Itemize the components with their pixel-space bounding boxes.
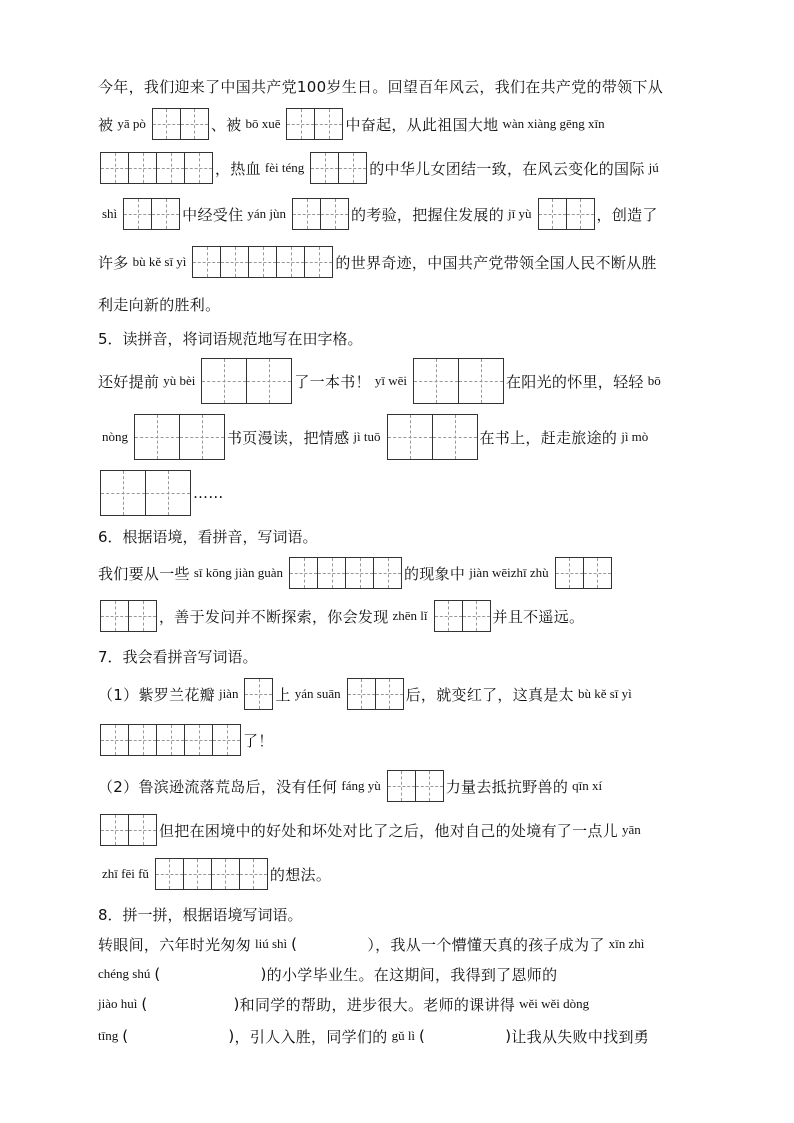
answer-grid[interactable] bbox=[347, 678, 404, 710]
q8-line3 bbox=[98, 986, 593, 1022]
pinyin: zhēn lǐ bbox=[392, 608, 428, 623]
text: ，引人入胜，同学们的 bbox=[234, 1027, 388, 1046]
tianzige-grid[interactable] bbox=[201, 358, 292, 404]
text: 中经受住 bbox=[182, 205, 244, 224]
pinyin: yī wēi bbox=[374, 373, 407, 388]
answer-paren[interactable]: ( ) bbox=[154, 965, 267, 983]
tianzige-grid[interactable] bbox=[100, 470, 191, 516]
text: 被 bbox=[98, 115, 114, 134]
text: 、被 bbox=[210, 115, 242, 134]
answer-paren[interactable]: ( ) bbox=[122, 1027, 235, 1045]
pinyin: jì mò bbox=[621, 429, 649, 444]
tianzige-grid[interactable] bbox=[413, 358, 504, 404]
q5-title bbox=[98, 320, 363, 356]
answer-grid[interactable] bbox=[123, 198, 180, 230]
pinyin: tīng bbox=[98, 1028, 119, 1043]
text: 并且不遥远。 bbox=[492, 607, 585, 626]
answer-grid[interactable] bbox=[155, 858, 268, 890]
answer-grid[interactable] bbox=[555, 557, 612, 589]
tianzige-grid[interactable] bbox=[134, 414, 225, 460]
pinyin: jiào huì bbox=[98, 996, 138, 1011]
text: 中奋起，从此祖国大地 bbox=[345, 115, 499, 134]
pinyin: zhī fēi fǔ bbox=[102, 866, 149, 881]
q8-line4 bbox=[98, 1018, 649, 1054]
question-title: 6．根据语境，看拼音，写词语。 bbox=[98, 527, 318, 546]
answer-grid[interactable] bbox=[244, 678, 273, 710]
pinyin: bù kě sī yì bbox=[132, 254, 187, 269]
pinyin: shì bbox=[102, 206, 118, 221]
q7-line5 bbox=[98, 856, 331, 892]
text: 书页漫读，把情感 bbox=[227, 428, 350, 447]
answer-grid[interactable] bbox=[100, 152, 213, 184]
pinyin: wěi wěi dòng bbox=[519, 996, 590, 1011]
pinyin: qīn xí bbox=[572, 778, 603, 793]
pinyin: jú bbox=[648, 160, 659, 175]
text: 的现象中 bbox=[404, 564, 466, 583]
text: 了！ bbox=[243, 731, 274, 750]
text: …… bbox=[193, 484, 224, 502]
text: 的世界奇迹，中国共产党带领全国人民不断从胜 bbox=[335, 253, 657, 272]
text: 的考验，把握住发展的 bbox=[351, 205, 505, 224]
text: 后，就变红了，这真是太 bbox=[405, 685, 574, 704]
pinyin: jì tuō bbox=[353, 429, 381, 444]
pinyin: jiàn wēizhī zhù bbox=[469, 565, 549, 580]
pinyin: yān bbox=[622, 822, 641, 837]
text: ，善于发问并不断探索，你会发现 bbox=[159, 607, 389, 626]
q6-title bbox=[98, 518, 318, 554]
answer-grid[interactable] bbox=[387, 770, 444, 802]
pinyin: chéng shú bbox=[98, 966, 151, 981]
q5-line3 bbox=[98, 470, 224, 516]
pinyin: bō xuē bbox=[245, 116, 281, 131]
text: 了一本书！ bbox=[294, 372, 371, 391]
answer-grid[interactable] bbox=[292, 198, 349, 230]
pinyin: yán jùn bbox=[247, 206, 287, 221]
text: 在书上，赶走旅途的 bbox=[479, 428, 618, 447]
text: 在阳光的怀里，轻轻 bbox=[506, 372, 644, 391]
text: 还好提前 bbox=[98, 372, 160, 391]
q5-line2 bbox=[98, 414, 652, 460]
text: 力量去抵抗野兽的 bbox=[445, 777, 569, 796]
pinyin: jī yù bbox=[508, 206, 532, 221]
text: 但把在困境中的好处和坏处对比了之后，他对自己的处境有了一点儿 bbox=[159, 821, 619, 840]
p4-line3 bbox=[98, 150, 663, 186]
text: ，创造了 bbox=[596, 205, 658, 224]
answer-paren[interactable]: ( ) bbox=[419, 1027, 512, 1045]
pinyin: gǔ lì bbox=[391, 1028, 416, 1043]
text: 让我从失败中找到勇 bbox=[511, 1027, 650, 1046]
answer-paren[interactable]: ( ) bbox=[141, 995, 240, 1013]
answer-grid[interactable] bbox=[100, 600, 157, 632]
text: 我们要从一些 bbox=[98, 564, 190, 583]
q6-line2 bbox=[98, 598, 584, 634]
pinyin: nòng bbox=[102, 429, 128, 444]
text: （1）紫罗兰花瓣 bbox=[98, 685, 215, 704]
text: 和同学的帮助，进步很大。老师的课讲得 bbox=[239, 995, 516, 1014]
answer-grid[interactable] bbox=[192, 246, 333, 278]
text: 上 bbox=[275, 685, 291, 704]
q7-line3 bbox=[98, 768, 606, 804]
text: 的小学毕业生。在这期间，我得到了恩师的 bbox=[266, 965, 558, 984]
pinyin: fèi téng bbox=[264, 160, 305, 175]
q7-title bbox=[98, 638, 258, 674]
text: 利走向新的胜利。 bbox=[98, 295, 221, 314]
answer-grid[interactable] bbox=[538, 198, 595, 230]
q7-line2 bbox=[98, 722, 274, 758]
q7-line4 bbox=[98, 812, 645, 848]
pinyin: xīn zhì bbox=[608, 936, 645, 951]
text: （2）鲁滨逊流落荒岛后，没有任何 bbox=[98, 777, 338, 796]
question-title: 5．读拼音，将词语规范地写在田字格。 bbox=[98, 329, 363, 348]
tianzige-grid[interactable] bbox=[387, 414, 478, 460]
text: ，热血 bbox=[215, 159, 261, 178]
pinyin: bō bbox=[647, 373, 661, 388]
p4-line2 bbox=[98, 106, 609, 142]
answer-grid[interactable] bbox=[100, 814, 157, 846]
pinyin: yán suān bbox=[294, 686, 341, 701]
text: 转眼间，六年时光匆匆 bbox=[98, 935, 252, 954]
pinyin: fáng yù bbox=[341, 778, 381, 793]
question-title: 8．拼一拼，根据语境写词语。 bbox=[98, 905, 303, 924]
answer-grid[interactable] bbox=[310, 152, 367, 184]
text: 的中华儿女团结一致，在风云变化的国际 bbox=[369, 159, 645, 178]
answer-grid[interactable] bbox=[100, 724, 241, 756]
pinyin: wàn xiàng gēng xīn bbox=[502, 116, 605, 131]
answer-grid[interactable] bbox=[152, 108, 209, 140]
answer-paren[interactable]: ( bbox=[291, 935, 298, 953]
p4-line4 bbox=[98, 196, 658, 232]
q5-line1 bbox=[98, 358, 665, 404]
answer-grid[interactable] bbox=[434, 600, 491, 632]
text: 许多 bbox=[98, 253, 129, 272]
p4-line1 bbox=[98, 68, 663, 104]
p4-line6 bbox=[98, 286, 220, 322]
p4-line5 bbox=[98, 244, 657, 280]
q7-line1 bbox=[98, 676, 636, 712]
pinyin: sī kōng jiàn guàn bbox=[193, 565, 283, 580]
pinyin: yā pò bbox=[117, 116, 146, 131]
text: 今年，我们迎来了中国共产党100岁生日。回望百年风云，我们在共产党的带领下从 bbox=[98, 77, 664, 96]
text: 的想法。 bbox=[269, 865, 332, 884]
answer-grid[interactable] bbox=[289, 557, 402, 589]
pinyin: jiàn bbox=[218, 686, 239, 701]
text: ），我从一个懵懂天真的孩子成为了 bbox=[367, 935, 605, 954]
answer-grid[interactable] bbox=[286, 108, 343, 140]
question-title: 7．我会看拼音写词语。 bbox=[98, 647, 258, 666]
pinyin: yù bèi bbox=[163, 373, 196, 388]
pinyin: liú shì bbox=[255, 936, 288, 951]
q6-line1 bbox=[98, 555, 614, 591]
pinyin: bù kě sī yì bbox=[577, 686, 632, 701]
